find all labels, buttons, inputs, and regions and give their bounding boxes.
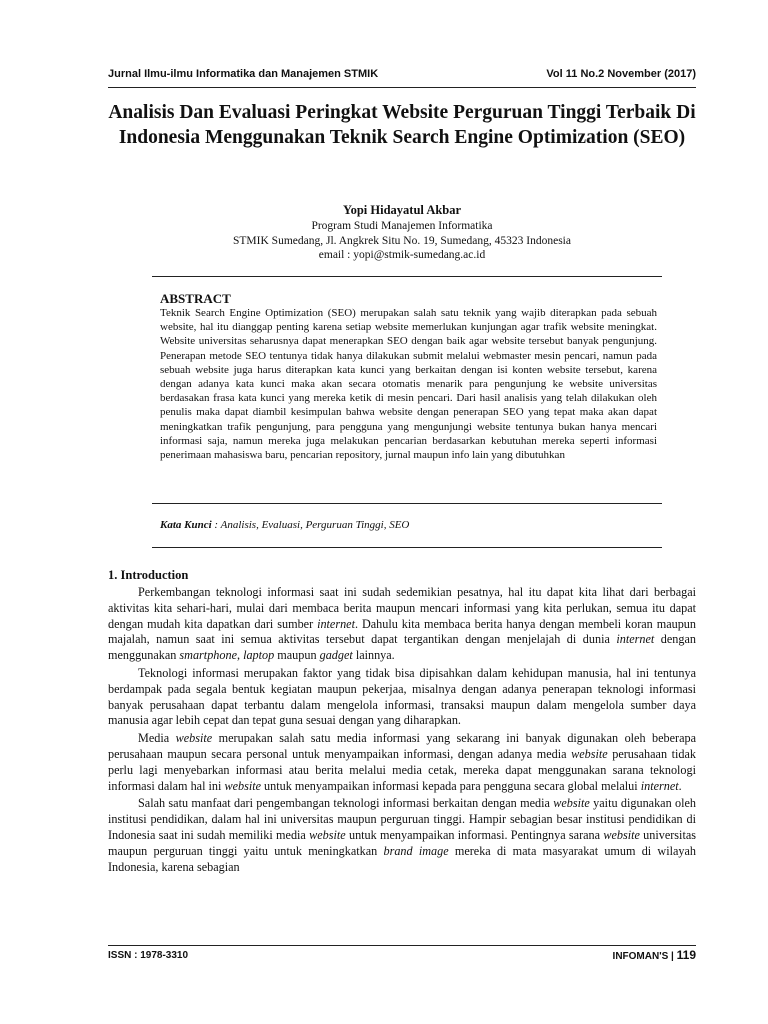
page-number: 119 xyxy=(676,948,696,962)
keywords-line xyxy=(160,519,409,531)
section-heading: 1. Introduction xyxy=(108,568,189,582)
author-email: email : yopi@stmik-sumedang.ac.id xyxy=(318,249,486,261)
abstract-heading: ABSTRACT xyxy=(160,291,231,306)
running-header xyxy=(108,68,696,80)
paragraph-1: Perkembangan teknologi informasi saat ini sudah sedemikian pesatnya, hal itu dapat kita lihat dari berbagai aktivitas kita sehari-hari, mulai dari membaca berita maupun mencari informasi yang kita perlukan, semua itu dapat dengan mudah kita dapatkan dari sumber internet. Dahulu kita membaca berita hanya dengan membeli koran maupun majalah, namun saat ini semua aktivitas tersebut dapat tergantikan dengan menjelajah di dunia internet dengan menggunakan smartphone, laptop maupun gadget lainnya. xyxy=(108,585,696,663)
footer-separator: | xyxy=(671,951,674,962)
abstract-mid-rule xyxy=(152,503,662,504)
journal-name: Jurnal Ilmu-ilmu Informatika dan Manajemen STMIK xyxy=(108,68,379,80)
paragraph-2: Teknologi informasi merupakan faktor yang tidak bisa dipisahkan dalam kehidupan manusia, hal ini tentunya berdampak pada segala bentuk kegiatan maupun pekerjaa, misalnya dengan adanya penerapan teknologi informasi banyak perusahaan dapat terbantu dalam mengelola informasi, transaksi maupun dalam mengelola sumber daya manusia agar lebih cepat dan tepat guna sesuai dengan yang diharapkan. xyxy=(108,665,696,728)
header-divider xyxy=(108,87,696,88)
issn: ISSN : 1978-3310 xyxy=(108,950,189,961)
volume-info: Vol 11 No.2 November (2017) xyxy=(546,68,696,80)
page-footer xyxy=(613,948,696,962)
journal-short: INFOMAN'S xyxy=(612,951,669,962)
affiliation-program: Program Studi Manajemen Informatika xyxy=(311,220,493,232)
paragraph-3: Media website merupakan salah satu media informasi yang sekarang ini banyak digunakan oleh beberapa perusahaan maupun secara personal untuk menyampaikan informasi, dengan adanya media website perusahaan tidak perlu lagi menyebarkan informasi atau berita melalui media cetak, mereka dapat menggunakan sarana teknologi informasi dalam hal ini website untuk menyampaikan informasi kepada para pengguna secara global melalui internet. xyxy=(108,731,697,793)
author-affiliation xyxy=(108,219,696,263)
paragraph-4: Salah satu manfaat dari pengembangan teknologi informasi berkaitan dengan media website yaitu digunakan oleh institusi pendidikan, dalam hal ini universitas maupun perguruan tinggi. Hampir sebagian besar institusi pendidikan di Indonesia saat ini sudah memiliki media website untuk menyampaikan informasi. Pentingnya sarana website universitas maupun perguruan tinggi yaitu untuk meningkatkan brand image mereka di mata masyarakat umum di wilayah Indonesia, karena sebagian xyxy=(108,796,697,874)
abstract-bottom-rule xyxy=(152,547,662,548)
footer-divider xyxy=(108,945,696,946)
keywords-value: : Analisis, Evaluasi, Perguruan Tinggi, SEO xyxy=(211,519,410,531)
abstract-text: Teknik Search Engine Optimization (SEO) merupakan salah satu teknik yang wajib diterapkan pada sebuah website, hal itu dianggap penting karena setiap website memerlukan kunjungan agar trafik website meningkat. Website universitas seharusnya dapat menerapkan SEO dengan baik agar website tersebut banyak pengunjung. Penerapan metode SEO tentunya tidak hanya dilakukan submit melalui webmaster mesin pencari, namun pada sebuah website juga harus diterapkan kata kunci yang berkaitan dengan isi konten website tersebut, karena dengan adanya kata kunci maka akan secara otomatis menarik para pengunjung ke website universitas berdasakan frasa kata kunci yang mereka ketik di mesin pencari. Dari hasil analisis yang telah dilakukan oleh penulis maka dapat diambil kesimpulan bahwa website dengan penerapan SEO yang tepat maka akan dapat meningkatkan trafik pengunjung, para pengguna yang mengunjungi website tentunya bukan hanya mencari informasi saja, namun mereka juga melakukan pencarian berdasarkan kebutuhan mereka seperti informasi penerimaan mahasiswa baru, pencarian repository, jurnal maupun info lain yang dibutuhkan xyxy=(160,307,657,462)
paper-title: Analisis Dan Evaluasi Peringkat Website Perguruan Tinggi Terbaik Di Indonesia Menggunakan Teknik Search Engine Optimization (SEO) xyxy=(108,102,696,148)
keywords-label: Kata Kunci xyxy=(160,519,212,531)
author-name: Yopi Hidayatul Akbar xyxy=(342,203,462,217)
affiliation-institution: STMIK Sumedang, Jl. Angkrek Situ No. 19, Sumedang, 45323 Indonesia xyxy=(233,234,571,247)
body-text xyxy=(108,585,696,877)
abstract-top-rule xyxy=(152,276,662,277)
